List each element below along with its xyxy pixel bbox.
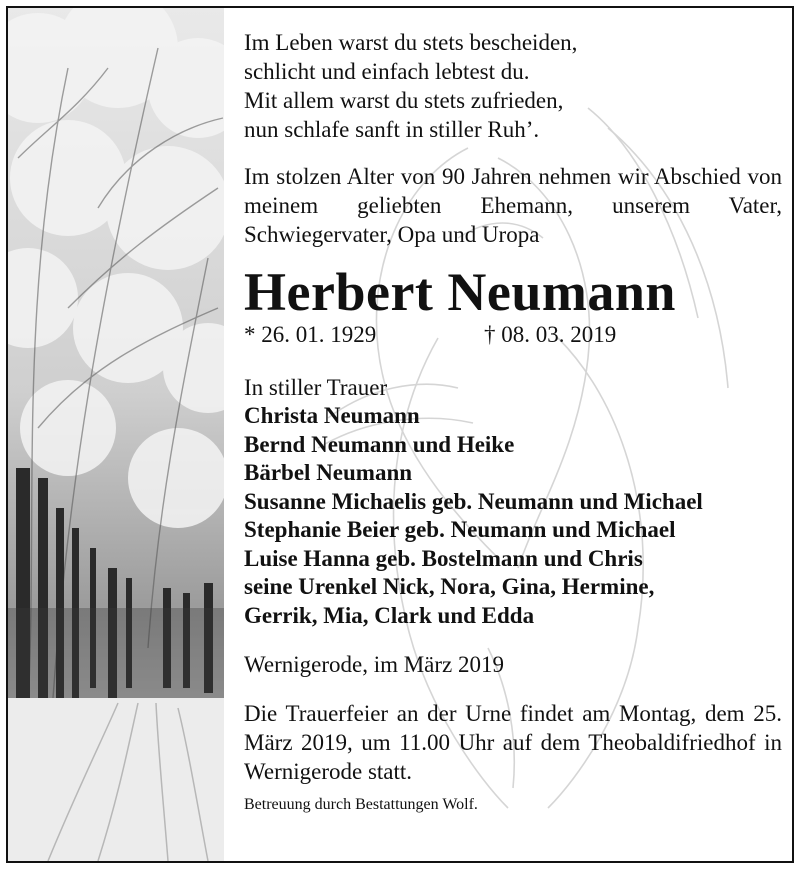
mourner-name: Susanne Michaelis geb. Neumann und Michael — [244, 488, 703, 514]
birth-date: * 26. 01. 1929 — [244, 322, 377, 347]
mourner-name: Christa Neumann — [244, 403, 420, 428]
winter-forest-photo — [8, 8, 224, 861]
notice-text — [244, 28, 782, 816]
obituary-notice — [6, 6, 794, 863]
life-dates — [244, 321, 782, 349]
poem-line: Mit allem warst du stets zufrieden, — [244, 88, 564, 113]
mourner-name: Luise Hanna geb. Bostelmann und Chris — [244, 545, 643, 571]
place-date: Wernigerode, im März 2019 — [244, 652, 505, 677]
poem — [244, 28, 782, 144]
mourner-name: seine Urenkel Nick, Nora, Gina, Hermine, — [244, 574, 655, 599]
mourner-name: Bärbel Neumann — [244, 460, 413, 485]
intro-text: Im stolzen Alter von 90 Jahren nehmen wir Abschied von meinem geliebten Ehemann, unserem Vater, Schwiegervater, Opa und Uropa — [244, 164, 782, 247]
mourner-name: Stephanie Beier geb. Neumann und Michael — [244, 517, 676, 542]
mourners-list — [244, 402, 782, 630]
poem-line: Im Leben warst du stets bescheiden, — [244, 30, 578, 55]
deceased-name: Herbert Neumann — [244, 262, 676, 322]
mourners-heading: In stiller Trauer — [244, 375, 388, 400]
mourner-name: Gerrik, Mia, Clark und Edda — [244, 602, 535, 628]
poem-line: nun schlafe sanft in stiller Ruh’. — [244, 117, 540, 142]
service-announcement: Die Trauerfeier an der Urne findet am Montag, dem 25. März 2019, um 11.00 Uhr auf dem Theobaldifriedhof in Wernigerode statt. — [244, 701, 782, 784]
mourner-name: Bernd Neumann und Heike — [244, 431, 515, 457]
undertaker-credit: Betreuung durch Bestattungen Wolf. — [244, 796, 478, 813]
poem-line: schlicht und einfach lebtest du. — [244, 59, 530, 84]
death-date: † 08. 03. 2019 — [484, 322, 617, 347]
